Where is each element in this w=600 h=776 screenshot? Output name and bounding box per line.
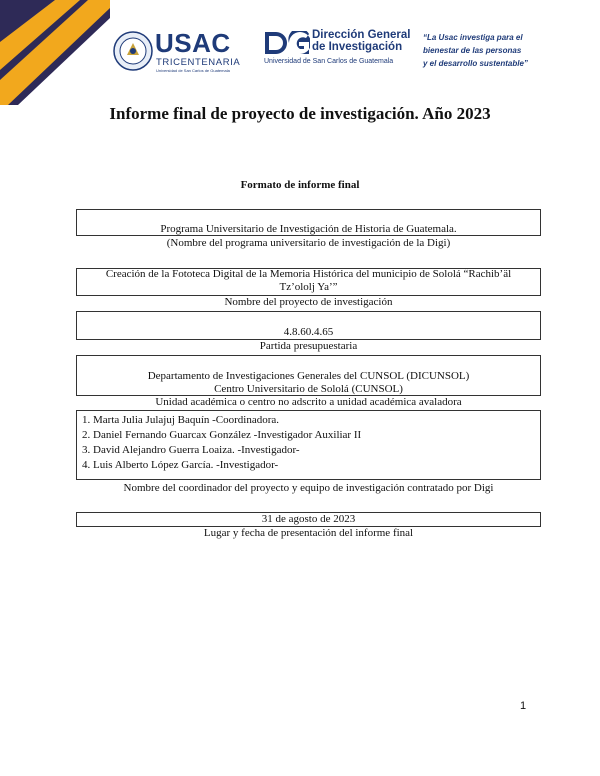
motto-line2: bienestar de las personas — [423, 46, 522, 55]
unit-label: Unidad académica o centro no adscrito a unidad académica avaladora — [155, 396, 462, 408]
motto — [423, 31, 528, 70]
project-value-line1: Creación de la Fototeca Digital de la Memoria Histórica del municipio de Sololá “Rachib’äl — [105, 268, 512, 280]
digi-subtitle: Universidad de San Carlos de Guatemala — [264, 58, 394, 65]
project-value-line2: Tz’ololj Ya’” — [279, 281, 338, 293]
team-label: Nombre del coordinador del proyecto y equipo de investigación contratado por Digi — [123, 482, 494, 494]
usac-logo-text: USAC — [155, 28, 231, 58]
digi-title-line2: de Investigación — [312, 41, 403, 53]
budget-label: Partida presupuestaria — [259, 340, 358, 352]
date-label: Lugar y fecha de presentación del informe final — [203, 527, 414, 539]
usac-subtitle-small: Universidad de San Carlos de Guatemala — [156, 68, 230, 73]
unit-value-line1: Departamento de Investigaciones Generales del CUNSOL (DICUNSOL) — [147, 370, 470, 382]
unit-value-line2: Centro Universitario de Sololá (CUNSOL) — [214, 383, 403, 395]
digi-title-line1: Dirección General — [312, 29, 411, 41]
team-member: 1. Marta Julia Julajuj Baquín -Coordinadora. — [82, 414, 280, 426]
format-title: Formato de informe final — [240, 179, 360, 191]
usac-seal-icon — [113, 31, 153, 71]
digi-logo-icon — [264, 31, 310, 55]
motto-line1: “La Usac investiga para el — [423, 33, 523, 42]
program-label: (Nombre del programa universitario de investigación de la Digi) — [166, 237, 451, 249]
document-title: Informe final de proyecto de investigación. Año 2023 — [109, 104, 491, 123]
motto-line3: y el desarrollo sustentable” — [423, 59, 528, 68]
digi-title — [312, 29, 410, 53]
team-members-list — [82, 413, 361, 473]
team-member: 4. Luis Alberto López García. -Investigador- — [82, 459, 279, 471]
budget-value: 4.8.60.4.65 — [283, 326, 334, 338]
team-member: 3. David Alejandro Guerra Loaiza. -Investigador- — [82, 444, 300, 456]
project-label: Nombre del proyecto de investigación — [224, 296, 393, 308]
team-member: 2. Daniel Fernando Guarcax González -Investigador Auxiliar II — [82, 429, 362, 441]
corner-decoration — [0, 0, 110, 105]
page-number: 1 — [520, 700, 527, 712]
date-value: 31 de agosto de 2023 — [261, 513, 356, 525]
program-value: Programa Universitario de Investigación de Historia de Guatemala. — [160, 223, 457, 235]
usac-subtitle: TRICENTENARIA — [156, 57, 241, 68]
